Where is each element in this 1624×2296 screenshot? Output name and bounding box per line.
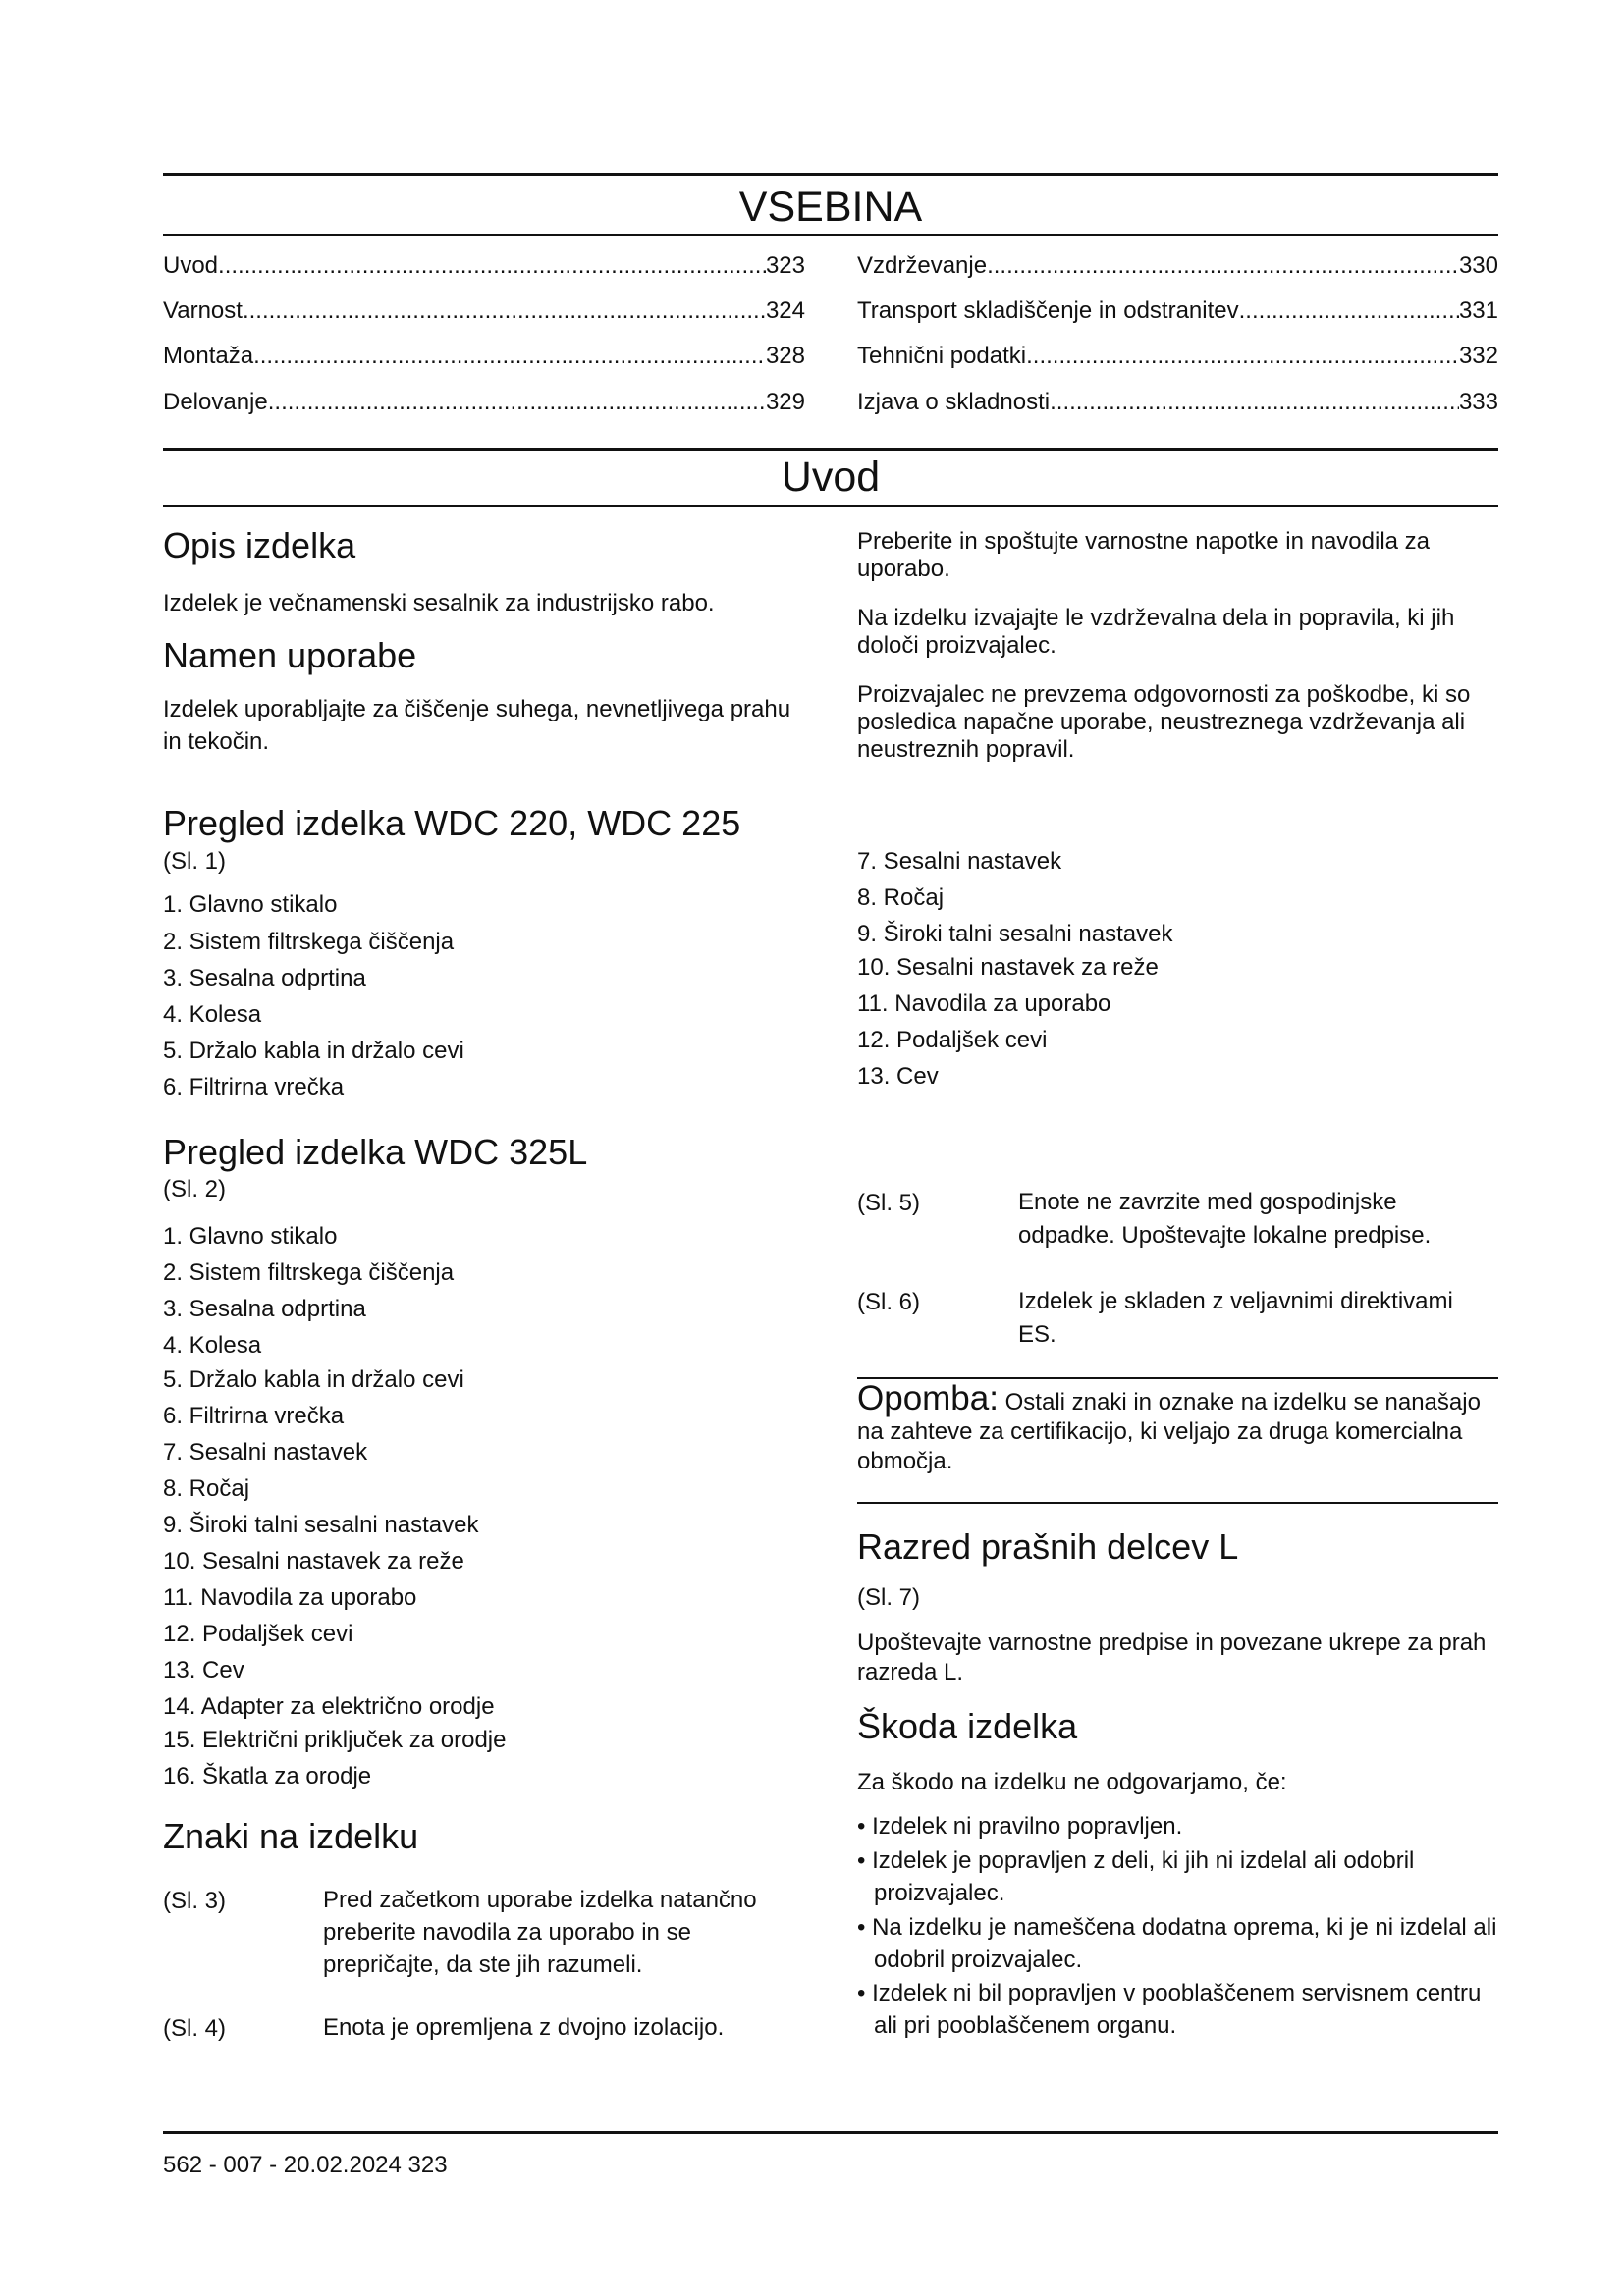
list-item: 9. Široki talni sesalni nastavek	[163, 1512, 479, 1538]
intro-paragraph: Preberite in spoštujte varnostne napotke in navodila za uporabo.	[857, 528, 1431, 582]
list-item: 13. Cev	[857, 1063, 939, 1090]
footer-rule	[163, 2131, 1498, 2134]
figure-ref: (Sl. 2)	[163, 1176, 227, 1202]
toc-top-rule	[163, 173, 1498, 176]
namen-text: Izdelek uporabljajte za čiščenje suhega, nevnetljivega prahu in tekočin.	[163, 696, 791, 755]
list-item: 9. Široki talni sesalni nastavek	[857, 921, 1173, 947]
damage-heading: Škoda izdelka	[857, 1706, 1078, 1746]
list-item: 12. Podaljšek cevi	[857, 1027, 1048, 1053]
list-item: 2. Sistem filtrskega čiščenja	[163, 929, 455, 955]
list-item: 13. Cev	[163, 1657, 244, 1683]
list-item: 12. Podaljšek cevi	[163, 1621, 353, 1647]
symbol-description: Enota je opremljena z dvojno izolacijo.	[323, 2014, 725, 2041]
intro-paragraph: Na izdelku izvajajte le vzdrževalna dela in popravila, ki jih določi proizvajalec.	[857, 605, 1455, 659]
list-item: 7. Sesalni nastavek	[857, 848, 1062, 875]
damage-intro: Za škodo na izdelku ne odgovarjamo, če:	[857, 1769, 1287, 1795]
figure-ref: (Sl. 4)	[163, 2015, 227, 2042]
intro-paragraph: Proizvajalec ne prevzema odgovornosti za poškodbe, ki so posledica napačne uporabe, neustreznega vzdrževanja ali neustreznih popravil.	[857, 681, 1471, 763]
opis-text: Izdelek je večnamenski sesalnik za industrijsko rabo.	[163, 590, 715, 616]
toc-entry[interactable]: Delovanje ..... 329	[163, 389, 805, 416]
toc-entry[interactable]: Uvod ..... 323	[163, 252, 805, 280]
section-title: Uvod	[781, 454, 881, 501]
dust-heading: Razred prašnih delcev L	[857, 1526, 1239, 1567]
bullet-item: • Na izdelku je nameščena dodatna oprema, ki je ni izdelal ali odobril proizvajalec.	[857, 1914, 1497, 1973]
list-item: 15. Električni priključek za orodje	[163, 1727, 507, 1753]
toc-entry[interactable]: Izjava o skladnosti ..... 333	[857, 389, 1498, 416]
symbol-description: Enote ne zavrzite med gospodinjske odpadke. Upoštevajte lokalne predpise.	[1018, 1189, 1432, 1249]
list-item: 8. Ročaj	[163, 1475, 250, 1502]
list-item: 11. Navodila za uporabo	[857, 990, 1111, 1017]
bullet-item: • Izdelek je popravljen z deli, ki jih ni izdelal ali odobril proizvajalec.	[857, 1847, 1415, 1906]
namen-heading: Namen uporabe	[163, 635, 417, 675]
list-item: 1. Glavno stikalo	[163, 891, 338, 918]
note-text: Ostali znaki in oznake na izdelku se nanašajo na zahteve za certifikacijo, ki veljajo za druga komercialna območja.	[857, 1389, 1481, 1474]
list-item: 2. Sistem filtrskega čiščenja	[163, 1259, 455, 1286]
figure-ref: (Sl. 3)	[163, 1888, 227, 1914]
note-label: Opomba:	[857, 1379, 999, 1417]
opis-heading: Opis izdelka	[163, 525, 356, 565]
toc-entry[interactable]: Varnost ..... 324	[163, 297, 805, 325]
list-item: 3. Sesalna odprtina	[163, 965, 366, 991]
list-item: 11. Navodila za uporabo	[163, 1584, 417, 1611]
toc-entry[interactable]: Transport skladiščenje in odstranitev ..... 331	[857, 297, 1498, 325]
footer-text: 562 - 007 - 20.02.2024 323	[163, 2152, 448, 2178]
list-item: 6. Filtrirna vrečka	[163, 1074, 345, 1100]
section-title-rule	[163, 505, 1498, 507]
figure-ref: (Sl. 1)	[163, 848, 227, 875]
figure-ref: (Sl. 5)	[857, 1190, 921, 1216]
figure-ref: (Sl. 7)	[857, 1584, 921, 1611]
note	[857, 1379, 1495, 1476]
list-item: 10. Sesalni nastavek za reže	[163, 1548, 464, 1575]
list-item: 6. Filtrirna vrečka	[163, 1403, 345, 1429]
toc-entry[interactable]: Tehnični podatki ..... 332	[857, 343, 1498, 370]
list-item: 3. Sesalna odprtina	[163, 1296, 366, 1322]
list-item: 8. Ročaj	[857, 884, 945, 911]
toc-entry[interactable]: Montaža ..... 328	[163, 343, 805, 370]
symbol-description: Pred začetkom uporabe izdelka natančno preberite navodila za uporabo in se prepričajte, da ste jih razumeli.	[323, 1887, 757, 1978]
toc-entry[interactable]: Vzdrževanje ..... 330	[857, 252, 1498, 280]
bullet-item: • Izdelek ni pravilno popravljen.	[857, 1813, 1183, 1840]
list-item: 16. Škatla za orodje	[163, 1763, 372, 1789]
overview1-heading: Pregled izdelka WDC 220, WDC 225	[163, 803, 741, 843]
note-bottom-rule	[857, 1502, 1498, 1504]
bullet-item: • Izdelek ni bil popravljen v pooblaščenem servisnem centru ali pri pooblaščenem organu.	[857, 1980, 1482, 2039]
symbol-description: Izdelek je skladen z veljavnimi direktivami ES.	[1018, 1288, 1453, 1348]
figure-ref: (Sl. 6)	[857, 1289, 921, 1315]
list-item: 4. Kolesa	[163, 1332, 262, 1359]
list-item: 5. Držalo kabla in držalo cevi	[163, 1366, 464, 1393]
overview2-heading: Pregled izdelka WDC 325L	[163, 1132, 588, 1172]
list-item: 1. Glavno stikalo	[163, 1223, 338, 1250]
list-item: 5. Držalo kabla in držalo cevi	[163, 1038, 464, 1064]
section-top-rule	[163, 448, 1498, 451]
dust-text: Upoštevajte varnostne predpise in povezane ukrepe za prah razreda L.	[857, 1629, 1487, 1685]
list-item: 4. Kolesa	[163, 1001, 262, 1028]
toc-title-rule	[163, 234, 1498, 236]
list-item: 14. Adapter za električno orodje	[163, 1693, 495, 1720]
toc-title: VSEBINA	[738, 184, 923, 231]
symbols-heading: Znaki na izdelku	[163, 1816, 419, 1856]
list-item: 7. Sesalni nastavek	[163, 1439, 368, 1466]
list-item: 10. Sesalni nastavek za reže	[857, 954, 1159, 981]
